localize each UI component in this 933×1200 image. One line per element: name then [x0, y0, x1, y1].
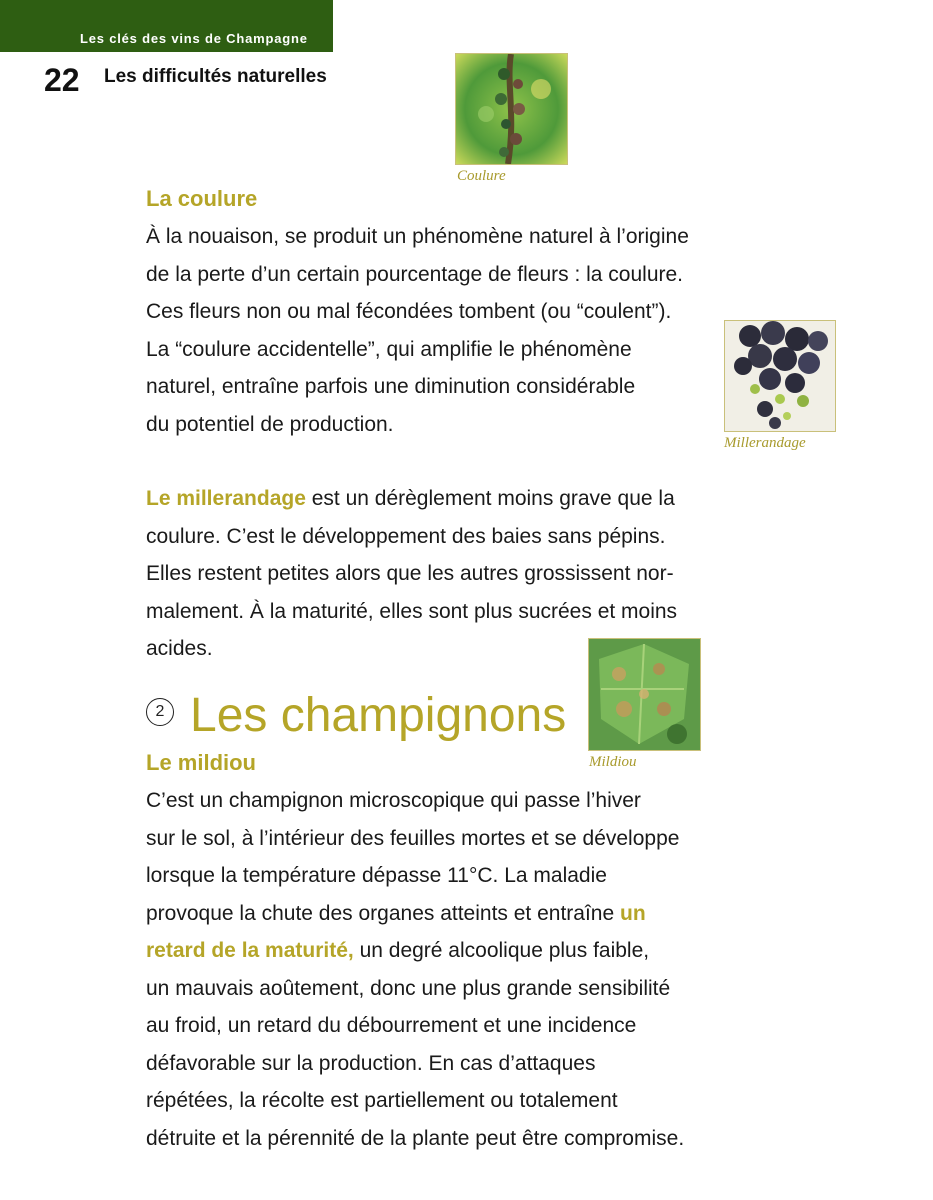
- paragraph-line: À la nouaison, se produit un phénomène naturel à l’origine: [146, 225, 689, 248]
- paragraph-line: [146, 895, 684, 933]
- mildiou-caption: Mildiou: [589, 754, 637, 770]
- millerandage-image: [725, 321, 835, 431]
- section-number-badge: 2: [146, 698, 174, 726]
- paragraph-line: répétées, la récolte est partiellement ou totalement: [146, 1089, 618, 1112]
- paragraph-line: détruite et la pérennité de la plante peut être compromise.: [146, 1126, 685, 1150]
- mildiou-heading: Le mildiou: [146, 750, 256, 775]
- paragraph-line: naturel, entraîne parfois une diminution considérable: [146, 375, 636, 398]
- mildiou-line4-text: provoque la chute des organes atteints et entraîne: [146, 901, 620, 925]
- book-title: Les clés des vins de Champagne: [80, 31, 308, 46]
- coulure-caption: Coulure: [457, 168, 506, 184]
- paragraph-line: lorsque la température dépasse 11°C. La maladie: [146, 864, 607, 887]
- mildiou-line5-highlight: retard de la maturité,: [146, 939, 354, 962]
- mildiou-line5-text: un degré alcoolique plus faible,: [353, 939, 650, 962]
- paragraph-line: malement. À la maturité, elles sont plus sucrées et moins: [146, 599, 678, 623]
- mildiou-line4-highlight: un: [620, 901, 646, 925]
- paragraph-line: un mauvais aoûtement, donc une plus grande sensibilité: [146, 976, 671, 1000]
- paragraph-line: [146, 932, 684, 970]
- champignons-title: Les champignons: [190, 689, 567, 742]
- coulure-photo: [455, 53, 568, 165]
- millerandage-photo: [724, 320, 836, 432]
- paragraph-line: C’est un champignon microscopique qui passe l’hiver: [146, 789, 641, 812]
- paragraph-line: coulure. C’est le développement des baies sans pépins.: [146, 524, 666, 548]
- page-number: 22: [44, 62, 80, 98]
- paragraph-line: acides.: [146, 637, 213, 660]
- paragraph-line: [146, 480, 677, 518]
- section-title: Les difficultés naturelles: [104, 66, 327, 87]
- paragraph-line: du potentiel de production.: [146, 412, 394, 436]
- coulure-heading: La coulure: [146, 186, 258, 211]
- coulure-image: [456, 54, 567, 164]
- millerandage-first-line: est un dérèglement moins grave que la: [305, 487, 675, 510]
- millerandage-paragraph: [146, 480, 677, 668]
- paragraph-line: au froid, un retard du débourrement et une incidence: [146, 1014, 637, 1037]
- paragraph-line: Elles restent petites alors que les autres grossissent nor-: [146, 562, 674, 585]
- millerandage-lead: Le millerandage: [146, 487, 306, 510]
- paragraph-line: sur le sol, à l’intérieur des feuilles mortes et se développe: [146, 826, 680, 850]
- millerandage-caption: Millerandage: [724, 435, 806, 451]
- mildiou-paragraph: [146, 782, 684, 1157]
- header-band: [0, 0, 333, 52]
- paragraph-line: Ces fleurs non ou mal fécondées tombent (ou “coulent”).: [146, 300, 672, 323]
- paragraph-line: de la perte d’un certain pourcentage de fleurs : la coulure.: [146, 262, 684, 286]
- coulure-paragraph: [146, 218, 689, 443]
- paragraph-line: La “coulure accidentelle”, qui amplifie le phénomène: [146, 337, 632, 361]
- paragraph-line: défavorable sur la production. En cas d’attaques: [146, 1051, 596, 1075]
